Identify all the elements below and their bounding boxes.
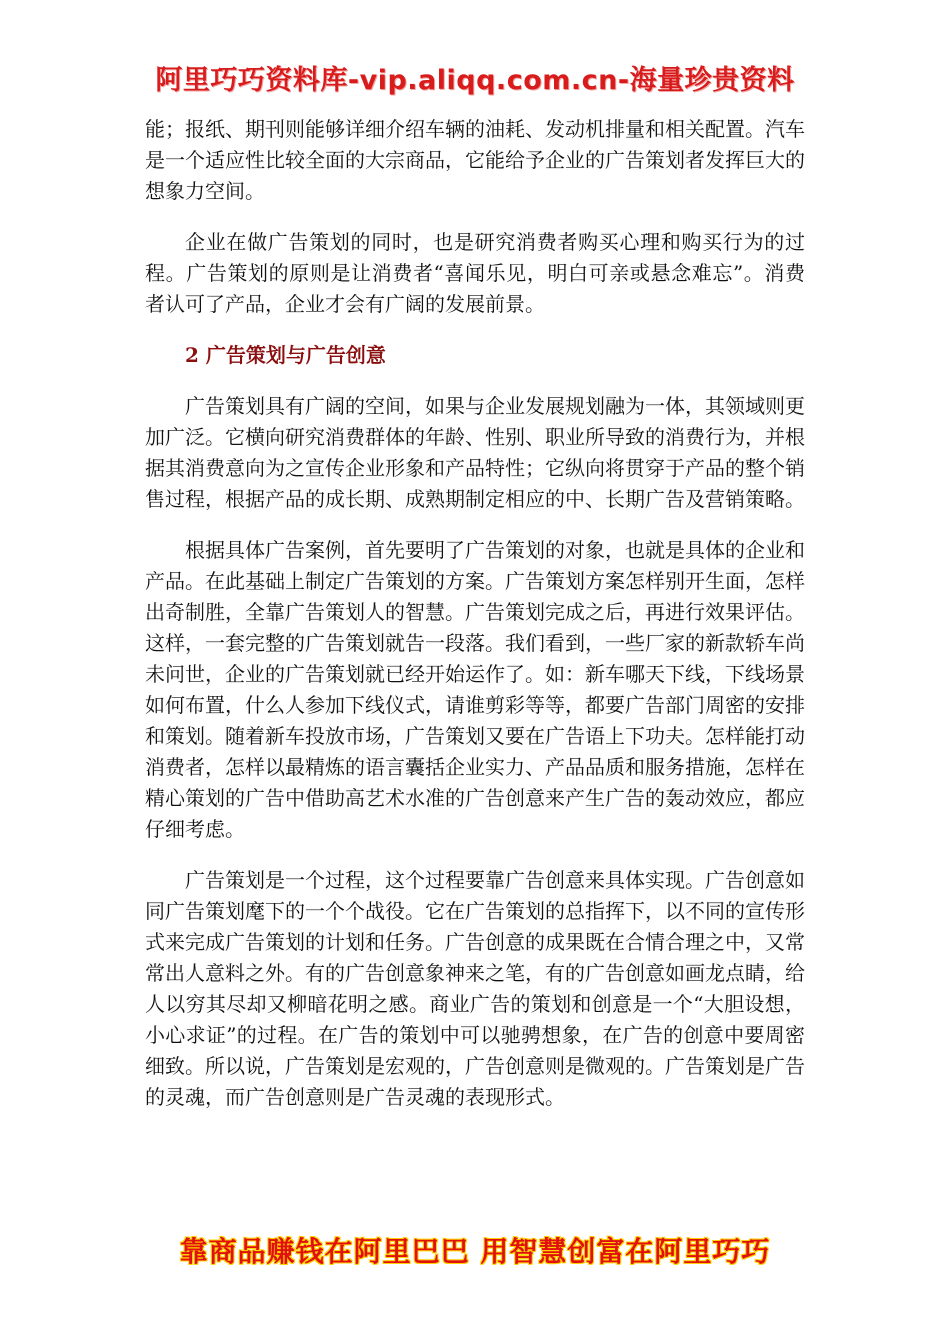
footer-banner: 靠商品赚钱在阿里巴巴 用智慧创富在阿里巧巧 — [179, 1235, 771, 1268]
paragraph-gap — [145, 320, 805, 340]
paragraph-gap — [145, 515, 805, 535]
paragraph: 企业在做广告策划的同时，也是研究消费者购买心理和购买行为的过程。广告策划的原则是让消费者“喜闻乐见，明白可亲或悬念难忘”。消费者认可了产品，企业才会有广阔的发展前景。 — [145, 230, 805, 316]
header-banner: 阿里巧巧资料库-vip.aliqq.com.cn-海量珍贵资料 — [155, 65, 795, 96]
paragraph: 广告策划具有广阔的空间，如果与企业发展规划融为一体，其领域则更加广泛。它横向研究消费群体的年龄、性别、职业所导致的消费行为，并根据其消费意向为之宣传企业形象和产品特性；它纵向将贯穿于产品的整个销售过程，根据产品的成长期、成熟期制定相应的中、长期广告及营销策略。 — [145, 394, 805, 511]
paragraph-gap — [145, 845, 805, 865]
section-heading: 2 广告策划与广告创意 — [185, 343, 386, 367]
paragraph-gap — [145, 371, 805, 391]
paragraph: 根据具体广告案例，首先要明了广告策划的对象，也就是具体的企业和产品。在此基础上制定广告策划的方案。广告策划方案怎样别开生面，怎样出奇制胜，全靠广告策划人的智慧。广告策划完成之后，再进行效果评估。这样，一套完整的广告策划就告一段落。我们看到，一些厂家的新款轿车尚未问世，企业的广告策划就已经开始运作了。如：新车哪天下线，下线场景如何布置，什么人参加下线仪式，请谁剪彩等等，都要广告部门周密的安排和策划。随着新车投放市场，广告策划又要在广告语上下功夫。怎样能打动消费者，怎样以最精炼的语言囊括企业实力、产品品质和服务措施，怎样在精心策划的广告中借助高艺术水准的广告创意来产生广告的轰动效应，都应仔细考虑。 — [145, 538, 805, 841]
paragraph: 广告策划是一个过程，这个过程要靠广告创意来具体实现。广告创意如同广告策划麾下的一个个战役。它在广告策划的总指挥下，以不同的宣传形式来完成广告策划的计划和任务。广告创意的成果既在合情合理之中，又常常出人意料之外。有的广告创意象神来之笔，有的广告创意如画龙点睛，给人以穷其尽却又柳暗花明之感。商业广告的策划和创意是一个“大胆设想，小心求证”的过程。在广告的策划中可以驰骋想象，在广告的创意中要周密细致。所以说，广告策划是宏观的，广告创意则是微观的。广告策划是广告的灵魂，而广告创意则是广告灵魂的表现形式。 — [145, 868, 805, 1109]
paragraph-continuation: 能；报纸、期刊则能够详细介绍车辆的油耗、发动机排量和相关配置。汽车是一个适应性比较全面的大宗商品，它能给予企业的广告策划者发挥巨大的想象力空间。 — [145, 117, 805, 203]
document-body — [145, 114, 805, 1113]
paragraph-gap — [145, 207, 805, 227]
